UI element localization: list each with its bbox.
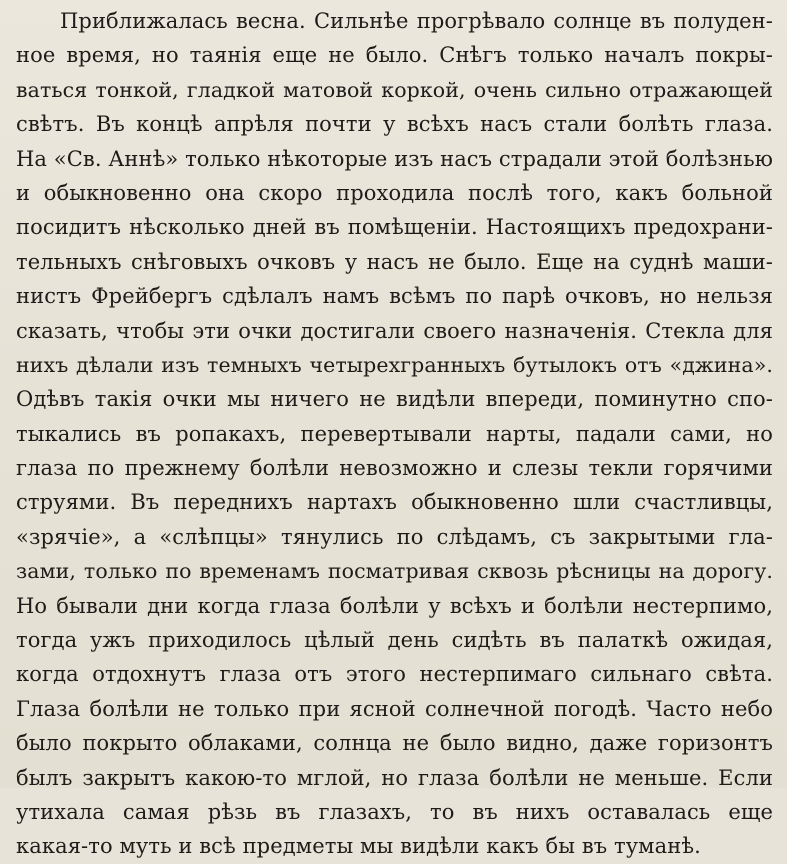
text-line: посидитъ нѣсколько дней въ помѣщеніи. Настоящихъ предохрани- [16, 215, 773, 240]
text-line: свѣтъ. Въ концѣ апрѣля почти у всѣхъ насъ стали болѣть глаза. [16, 112, 773, 137]
text-line: тогда ужъ приходилось цѣлый день сидѣть въ палаткѣ ожидая, [16, 628, 773, 653]
text-line: тыкались въ ропакахъ, перевертывали нарты, падали сами, но [16, 421, 773, 446]
text-line: струями. Въ переднихъ нартахъ обыкновенно шли счастливцы, [16, 490, 773, 515]
text-line: глаза по прежнему болѣли невозможно и слезы текли горячими [16, 456, 773, 481]
text-line: тельныхъ снѣговыхъ очковъ у насъ не было. Еще на суднѣ маши- [16, 249, 773, 274]
paragraph [16, 4, 773, 864]
text-line: нистъ Фрейбергъ сдѣлалъ намъ всѣмъ по парѣ очковъ, но нельзя [16, 284, 773, 309]
text-line: Но бывали дни когда глаза болѣли у всѣхъ и болѣли нестерпимо, [16, 593, 773, 618]
text-line: былъ закрытъ какою-то мглой, но глаза болѣли не меньше. Если [16, 765, 773, 790]
text-line: когда отдохнутъ глаза отъ этого нестерпимаго сильнаго свѣта. [16, 662, 773, 687]
text-line: и обыкновенно она скоро проходила послѣ того, какъ больной [16, 180, 773, 205]
text-line: зами, только по временамъ посматривая сквозь рѣсницы на дорогу. [16, 559, 773, 584]
text-line: ваться тонкой, гладкой матовой коркой, очень сильно отражающей [16, 77, 773, 102]
text-line: сказать, чтобы эти очки достигали своего назначенія. Стекла для [16, 318, 773, 343]
text-line: Глаза болѣли не только при ясной солнечной погодѣ. Часто небо [16, 696, 773, 721]
text-line: было покрыто облаками, солнца не было видно, даже горизонтъ [16, 731, 773, 756]
text-line: ное время, но таянія еще не было. Снѣгъ только началъ покры- [16, 43, 773, 68]
text-line: Приближалась весна. Сильнѣе прогрѣвало солнце въ полуден- [60, 9, 773, 33]
text-line: Одѣвъ такія очки мы ничего не видѣли впереди, поминутно спо- [16, 387, 773, 412]
text-line: На «Св. Аннѣ» только нѣкоторые изъ насъ страдали этой болѣзнью [16, 146, 774, 171]
text-line: какая-то муть и всѣ предметы мы видѣли какъ бы въ туманѣ. [16, 834, 701, 859]
text-line: утихала самая рѣзь въ глазахъ, то въ нихъ оставалась еще [16, 799, 773, 824]
text-line: «зрячіе», а «слѣпцы» тянулись по слѣдамъ, съ закрытыми гла- [16, 524, 773, 549]
text-line: нихъ дѣлали изъ темныхъ четырехгранныхъ бутылокъ отъ «джина». [16, 352, 773, 377]
